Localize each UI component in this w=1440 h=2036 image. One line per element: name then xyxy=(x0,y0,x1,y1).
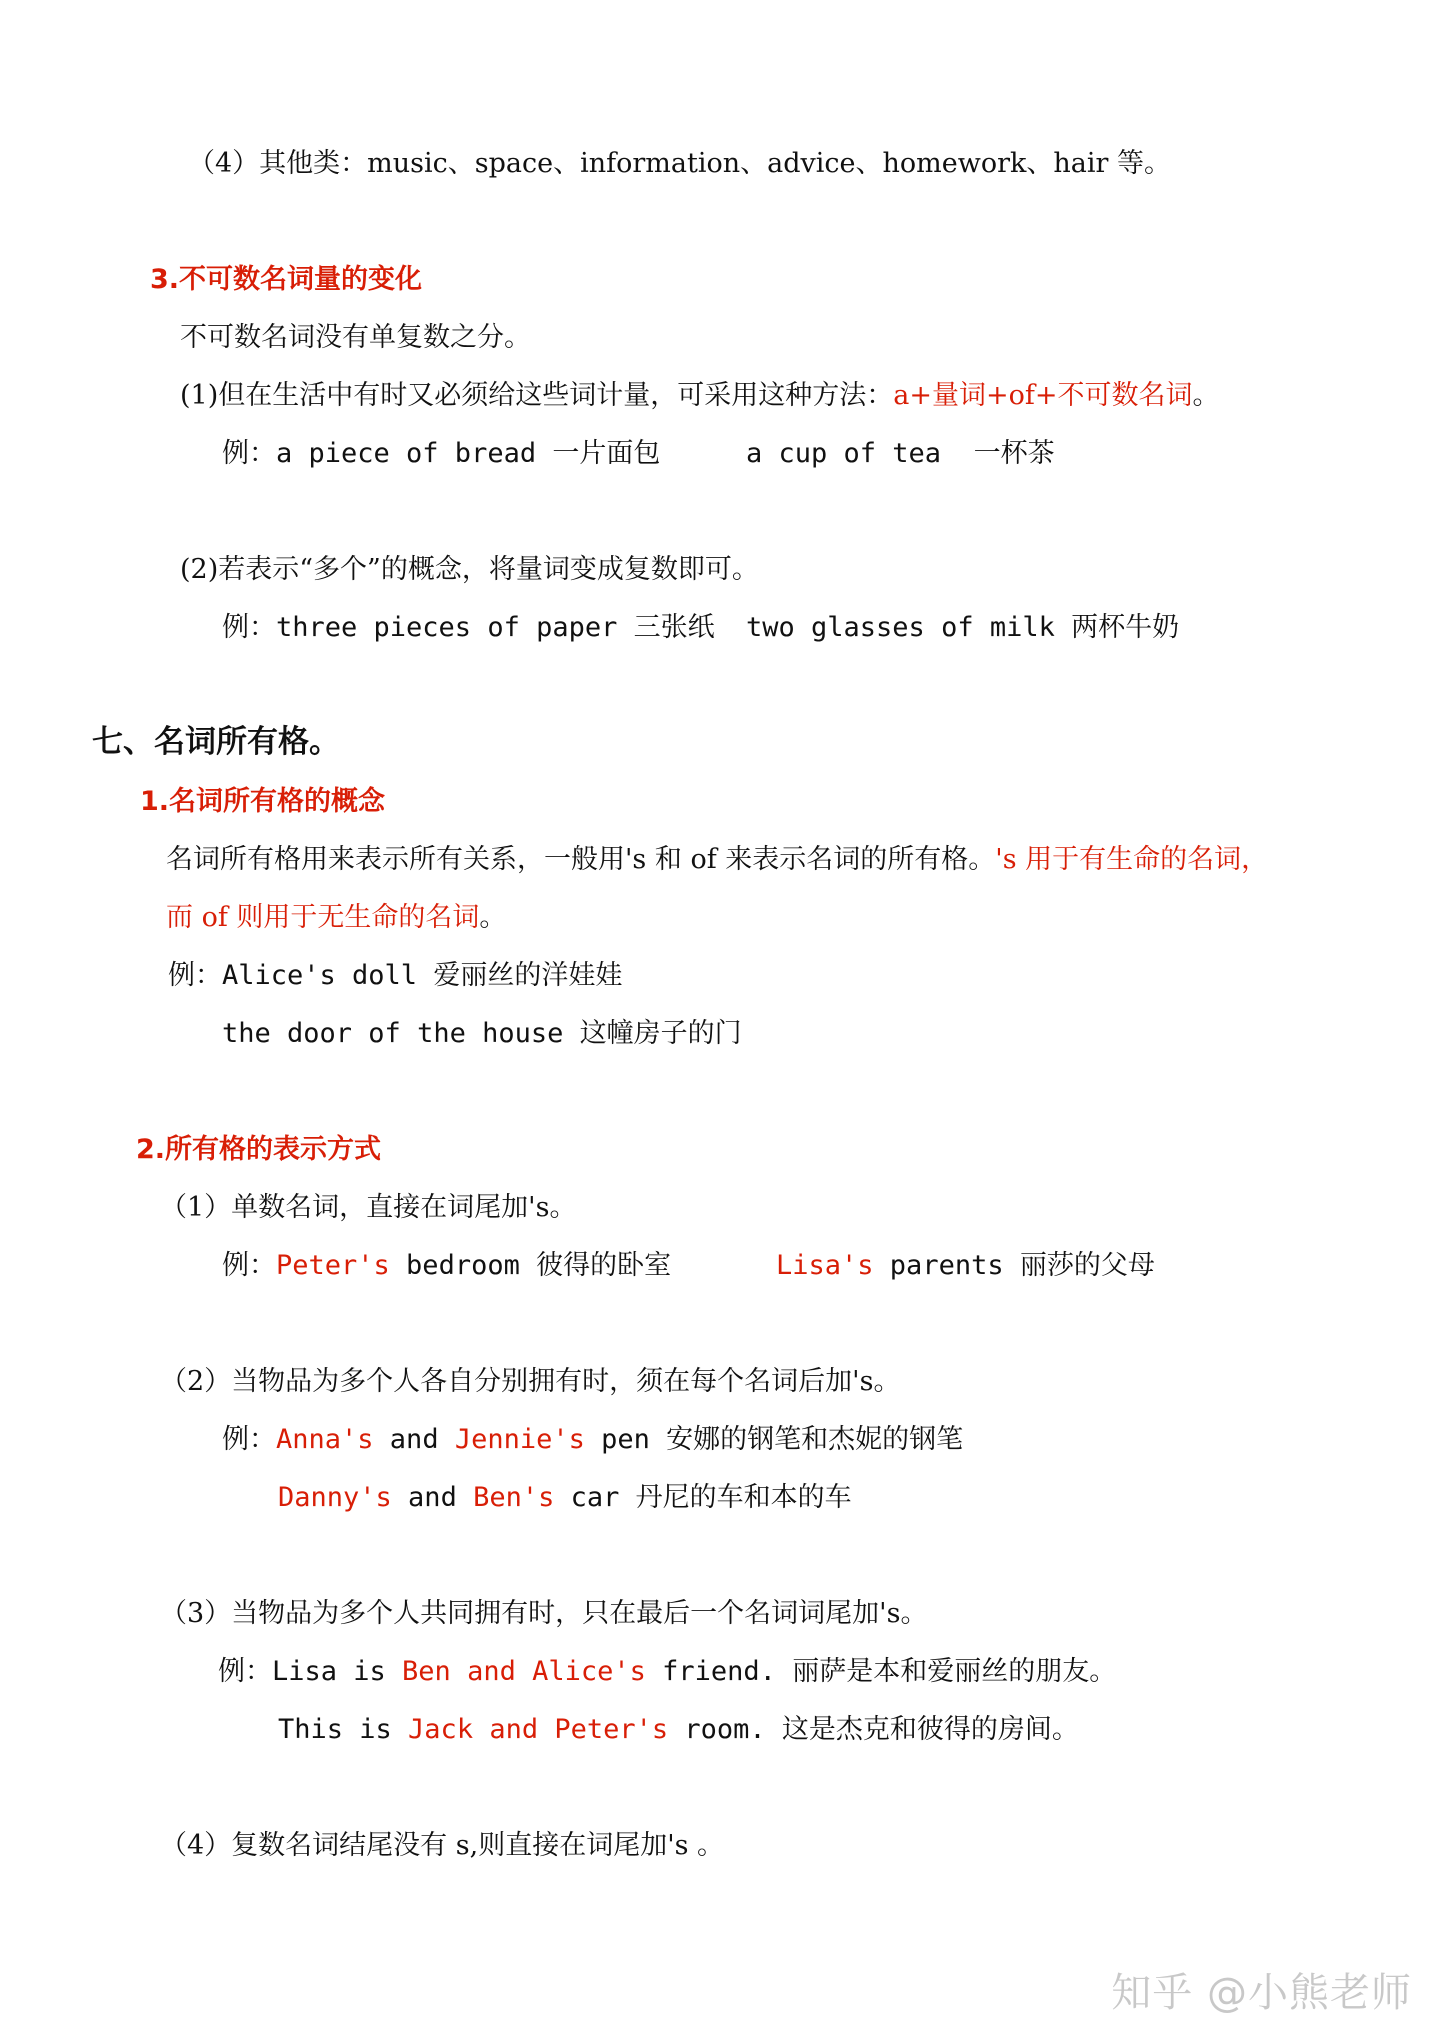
section-3-intro: 不可数名词没有单复数之分。 xyxy=(180,322,531,353)
section-3-example-2b: two glasses of milk 两杯牛奶 xyxy=(746,612,1180,643)
highlight: 而 of 则用于无生命的名词 xyxy=(166,902,480,933)
highlight: Anna's xyxy=(276,1424,374,1455)
rule-3-example-1 xyxy=(218,1654,1116,1690)
text: (1)但在生活中有时又必须给这些词计量，可采用这种方法： xyxy=(180,380,894,411)
section-3-example-1a: 例：a piece of bread 一片面包 xyxy=(222,438,661,469)
formula-highlight: a+量词+of+不可数名词 xyxy=(893,380,1193,411)
text: and xyxy=(391,1482,474,1513)
section-3-point-2: (2)若表示“多个”的概念，将量词变成复数即可。 xyxy=(180,554,759,585)
section-3-heading: 3.不可数名词量的变化 xyxy=(150,264,423,295)
rule-3-example-2 xyxy=(278,1712,1079,1748)
rule-2-example-1 xyxy=(222,1422,963,1458)
section-7-1-example-2: the door of the house 这幢房子的门 xyxy=(222,1018,742,1049)
highlight: 's 用于有生命的名词， xyxy=(995,844,1269,875)
text: This is xyxy=(278,1714,409,1745)
other-category-line: （4）其他类：music、space、information、advice、homework、hair 等。 xyxy=(188,148,1171,179)
section-7-heading: 七、名词所有格。 xyxy=(92,724,340,760)
text: 例： xyxy=(222,1424,276,1455)
section-7-1-paragraph-line-2 xyxy=(166,900,506,936)
text: 。 xyxy=(479,902,507,933)
section-3-example-2a: 例：three pieces of paper 三张纸 xyxy=(222,612,715,643)
text: 名词所有格用来表示所有关系，一般用's 和 of 来表示名词的所有格。 xyxy=(166,844,996,875)
highlight: Lisa's xyxy=(776,1250,874,1281)
text: friend. 丽萨是本和爱丽丝的朋友。 xyxy=(645,1656,1117,1687)
highlight: Danny's xyxy=(278,1482,392,1513)
section-3-example-1b: a cup of tea 一杯茶 xyxy=(746,438,1055,469)
section-7-1-example-1: 例：Alice's doll 爱丽丝的洋娃娃 xyxy=(168,960,623,991)
rule-3: （3）当物品为多个人共同拥有时，只在最后一个名词词尾加's。 xyxy=(160,1598,928,1629)
rule-1: （1）单数名词，直接在词尾加's。 xyxy=(160,1192,577,1223)
highlight: Ben and Alice's xyxy=(402,1656,646,1687)
text: pen 安娜的钢笔和杰妮的钢笔 xyxy=(584,1424,964,1455)
rule-4: （4）复数名词结尾没有 s,则直接在词尾加's 。 xyxy=(160,1830,725,1861)
section-3-point-1 xyxy=(180,378,1219,414)
text: parents 丽莎的父母 xyxy=(873,1250,1155,1281)
text: and xyxy=(373,1424,455,1455)
zhihu-watermark: 知乎 @小熊老师 xyxy=(1111,1970,1412,2016)
text: 例： xyxy=(222,1250,276,1281)
text: room. 这是杰克和彼得的房间。 xyxy=(668,1714,1079,1745)
highlight: Ben's xyxy=(473,1482,555,1513)
text: bedroom 彼得的卧室 xyxy=(389,1250,672,1281)
text: car 丹尼的车和本的车 xyxy=(554,1482,852,1513)
section-7-2-heading: 2.所有格的表示方式 xyxy=(136,1134,382,1165)
rule-2-example-2 xyxy=(278,1480,852,1516)
rule-2: （2）当物品为多个人各自分别拥有时，须在每个名词后加's。 xyxy=(160,1366,901,1397)
rule-1-example-a xyxy=(222,1248,671,1284)
section-7-1-paragraph-line-1 xyxy=(166,842,1268,878)
text: 例：Lisa is xyxy=(218,1656,403,1687)
highlight: Jennie's xyxy=(454,1424,585,1455)
text: 。 xyxy=(1192,380,1220,411)
highlight: Jack and Peter's xyxy=(408,1714,669,1745)
highlight: Peter's xyxy=(276,1250,390,1281)
rule-1-example-b xyxy=(776,1248,1155,1284)
section-7-1-heading: 1.名词所有格的概念 xyxy=(140,786,386,817)
